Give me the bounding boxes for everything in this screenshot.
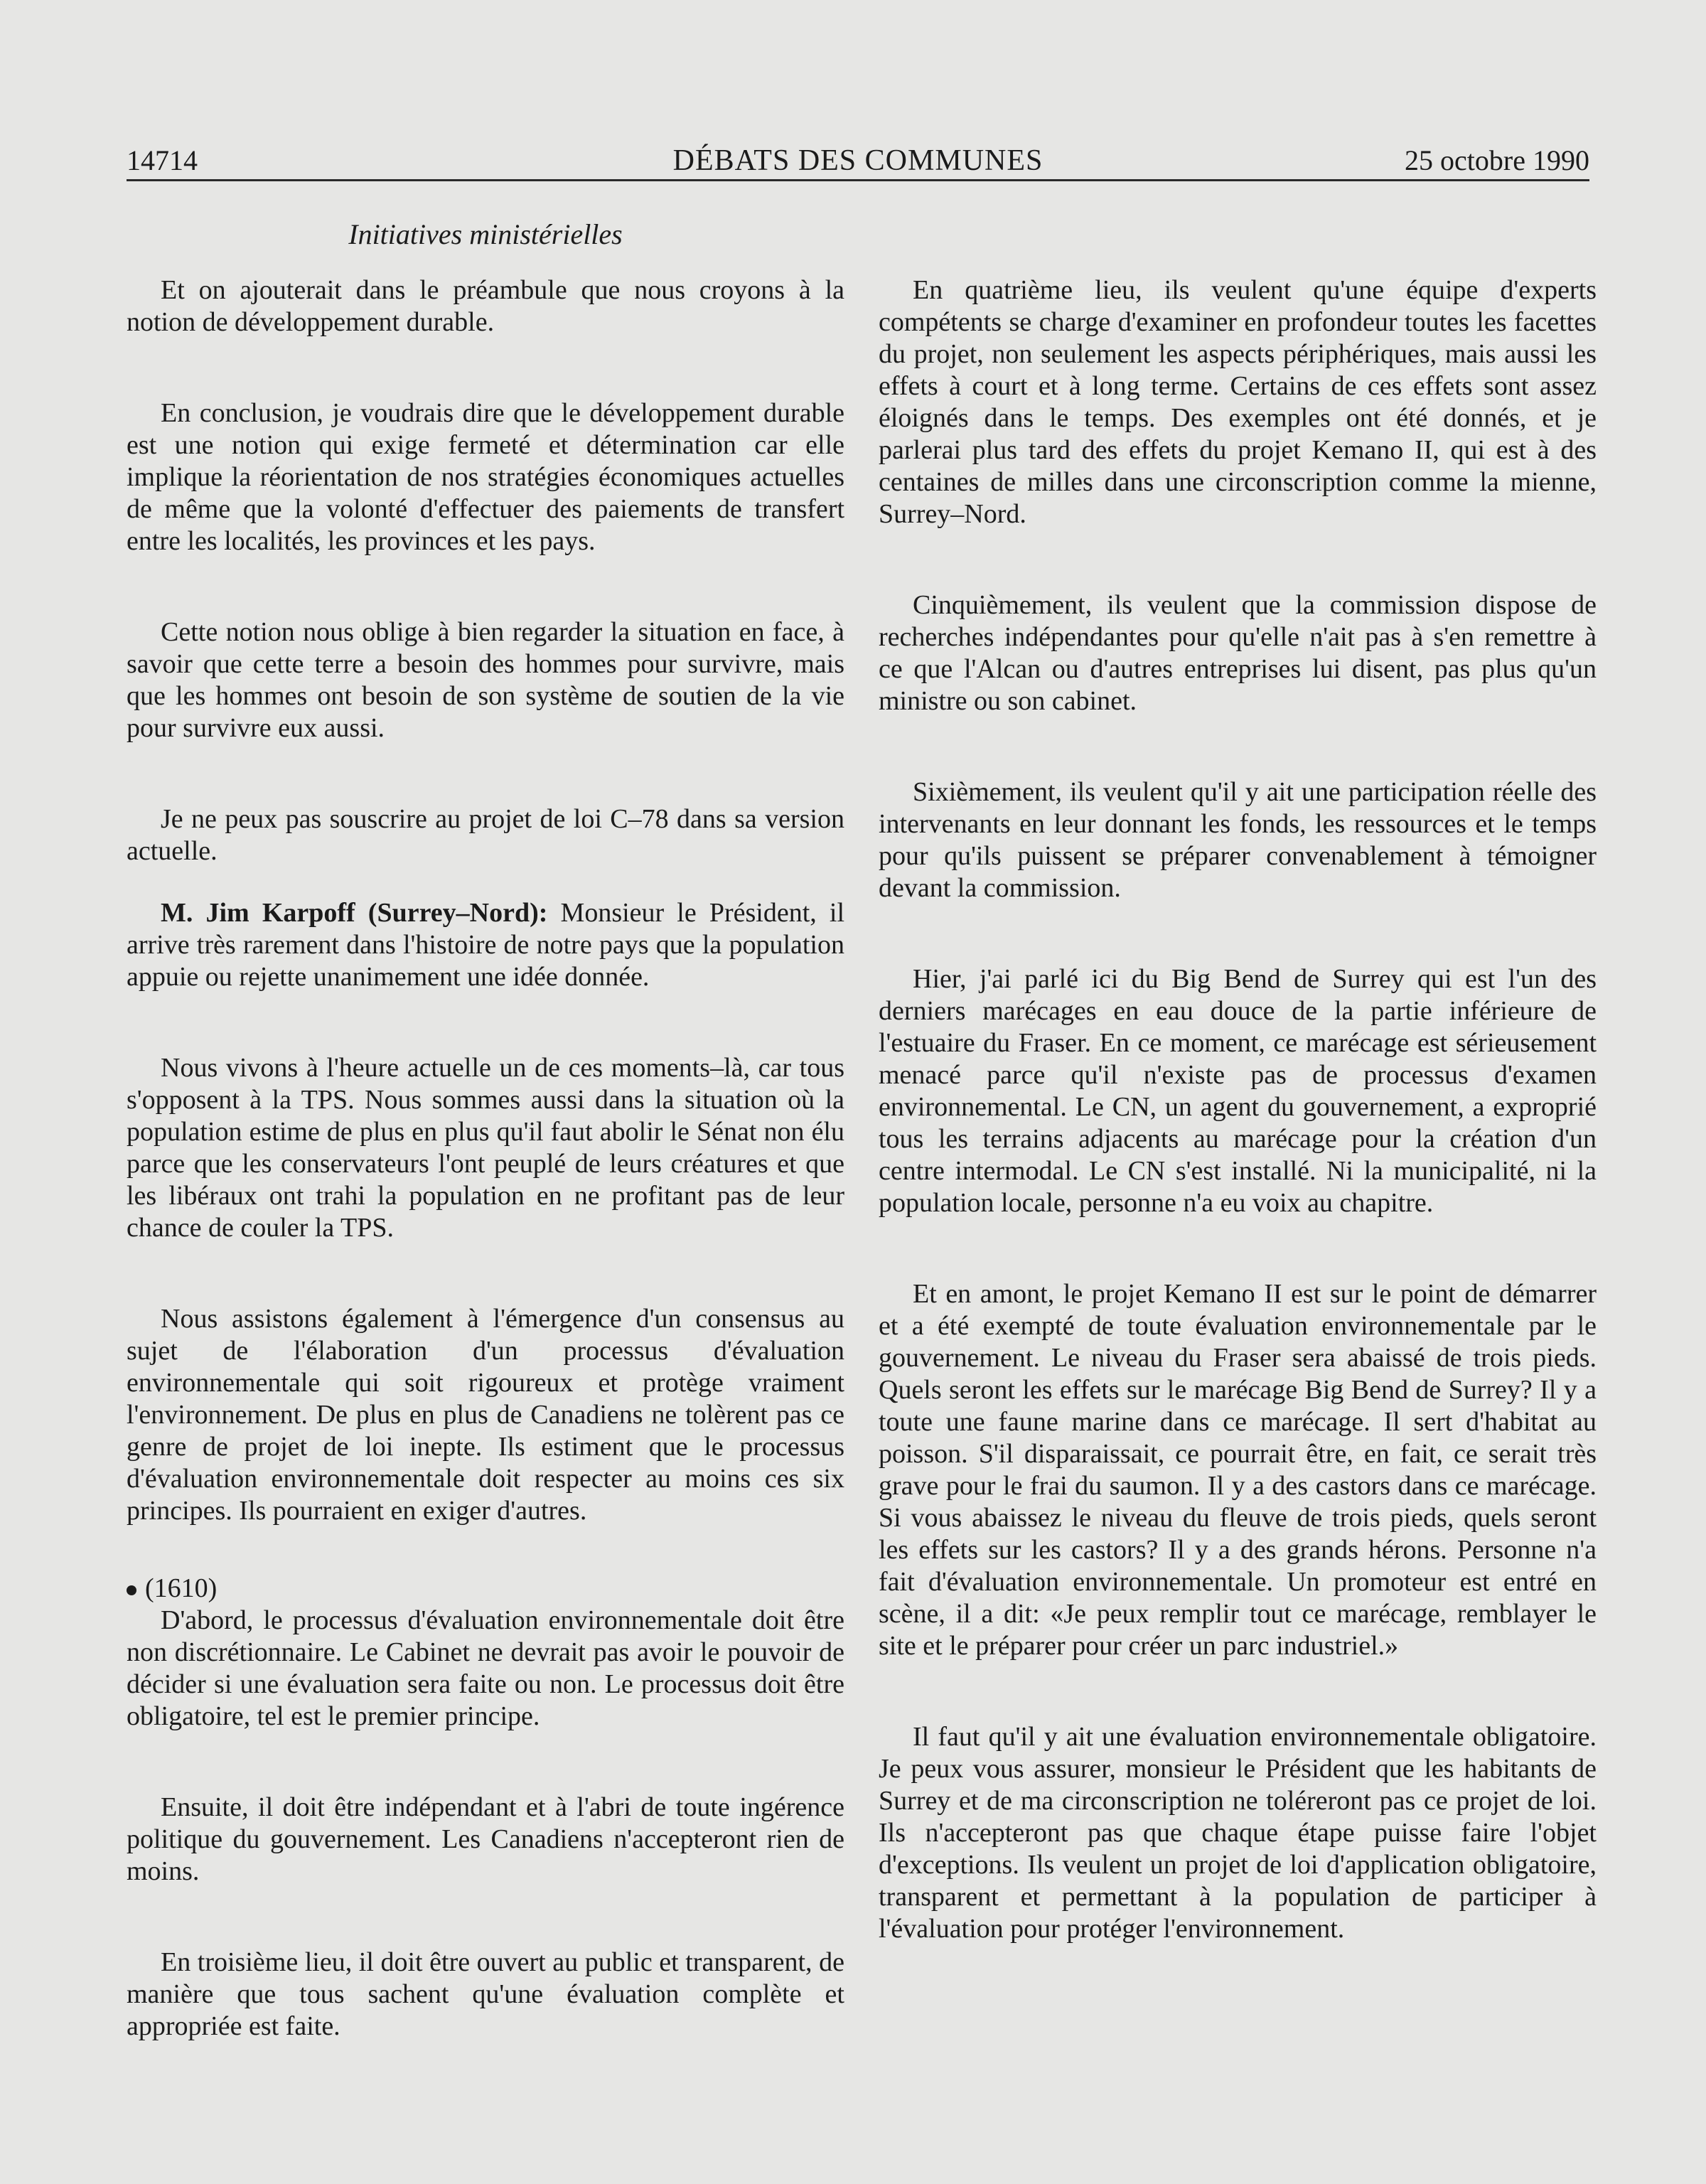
paragraph: Cinquièmement, ils veulent que la commission dispose de recherches indépendantes pour qu'elle n'ait pas à s'en remettre à ce que l'Alcan ou d'autres entreprises lui disent, pas plus qu'un ministre ou son cabinet. xyxy=(879,590,1597,716)
speaker-paragraph xyxy=(127,897,844,993)
section-heading: Initiatives ministérielles xyxy=(348,218,623,250)
page-header xyxy=(127,139,1589,182)
paragraph: En troisième lieu, il doit être ouvert au public et transparent, de manière que tous sachent qu'une évaluation complète et appropriée est faite. xyxy=(127,1947,844,2041)
paragraph: Cette notion nous oblige à bien regarder la situation en face, à savoir que cette terre a besoin des hommes pour survivre, mais que les hommes ont besoin de son système de soutien de la vie pour survivre eux aussi. xyxy=(127,617,844,743)
paragraph: Nous assistons également à l'émergence d'un consensus au sujet de l'élaboration d'un processus d'évaluation environnementale qui soit rigoureux et protège vraiment l'environnement. De plus en plus de Canadiens ne tolèrent pas ce genre de projet de loi inepte. Ils estiment que le processus d'évaluation environnementale doit respecter au moins ces six principes. Ils pourraient en exiger d'autres. xyxy=(127,1304,844,1526)
paragraph: Hier, j'ai parlé ici du Big Bend de Surrey qui est l'un des derniers marécages en eau douce de la partie inférieure de l'estuaire du Fraser. En ce moment, ce marécage est sérieusement menacé parce qu'il n'existe pas de processus d'examen environnemental. Le CN, un agent du gouvernement, a exproprié tous les terrains adjacents au marécage pour la création d'un centre intermodal. Le CN s'est installé. Ni la municipalité, ni la population locale, personne n'a eu voix au chapitre. xyxy=(879,964,1597,1218)
publication-date: 25 octobre 1990 xyxy=(1405,144,1589,176)
right-column xyxy=(879,274,1597,1945)
paragraph: Et en amont, le projet Kemano II est sur le point de démarrer et a été exempté de toute évaluation environnementale par le gouvernement. Le niveau du Fraser sera abaissé de trois pieds. Quels seront les effets sur le marécage Big Bend de Surrey? Il y a toute une faune marine dans ce marécage. Il sert d'habitat au poisson. S'il disparaissait, ce pourrait être, en fait, ce serait très grave pour le frai du saumon. Il y a des castors dans ce marécage. Si vous abaissez le niveau du fleuve de trois pieds, quels seront les effets sur les castors? Il y a des grands hérons. Personne n'a fait d'évaluation environnementale. Un promoteur est entré en scène, il a dit: «Je peux remplir tout ce marécage, remblayer le site et le préparer pour créer un parc industriel.» xyxy=(879,1279,1597,1661)
bullet-icon xyxy=(127,1585,136,1595)
speaker-text: Monsieur le Président, il arrive très rarement dans l'histoire de notre pays que la population appuie ou rejette unanimement une idée donnée. xyxy=(127,898,845,992)
page-number: 14714 xyxy=(127,144,198,176)
timestamp-text: (1610) xyxy=(145,1573,218,1603)
left-column xyxy=(127,274,844,2043)
paragraph: Ensuite, il doit être indépendant et à l'abri de toute ingérence politique du gouvernement. Les Canadiens n'accepteront rien de moins. xyxy=(127,1792,844,1886)
paragraph: Nous vivons à l'heure actuelle un de ces moments–là, car tous s'opposent à la TPS. Nous sommes aussi dans la situation où la population estime de plus en plus qu'il faut abolir le Sénat non élu parce que les conservateurs l'ont peuplé de leurs créatures et que les libéraux ont trahi la population en ne profitant pas de leur chance de couler la TPS. xyxy=(127,1053,844,1243)
publication-title: DÉBATS DES COMMUNES xyxy=(672,144,1044,177)
paragraph: En conclusion, je voudrais dire que le développement durable est une notion qui exige fermeté et détermination car elle implique la réorientation de nos stratégies économiques actuelles de même que la volonté d'effectuer des paiements de transfert entre les localités, les provinces et les pays. xyxy=(127,398,844,556)
header-rule xyxy=(127,179,1589,181)
paragraph: Et on ajouterait dans le préambule que nous croyons à la notion de développement durable. xyxy=(127,275,844,337)
paragraph: En quatrième lieu, ils veulent qu'une équipe d'experts compétents se charge d'examiner en profondeur toutes les facettes du projet, non seulement les aspects périphériques, mais aussi les effets à court et à long terme. Certains de ces effets sont assez éloignés dans le temps. Des exemples ont été donnés, et je parlerai plus tard des effets du projet Kemano II, qui est à des centaines de milles dans une circonscription comme la mienne, Surrey–Nord. xyxy=(879,275,1597,529)
speaker-name: M. Jim Karpoff (Surrey–Nord): xyxy=(161,898,548,928)
paragraph: Sixièmement, ils veulent qu'il y ait une participation réelle des intervenants en leur donnant les fonds, les ressources et le temps pour qu'ils puissent se préparer convenablement à témoigner devant la commission. xyxy=(879,777,1597,903)
timestamp xyxy=(127,1573,844,1605)
paragraph: Il faut qu'il y ait une évaluation environnementale obligatoire. Je peux vous assurer, monsieur le Président que les habitants de Surrey et de ma circonscription ne toléreront pas ce projet de loi. Ils n'accepteront pas que chaque étape puisse faire l'objet d'exceptions. Ils veulent un projet de loi d'application obligatoire, transparent et permettant à la population de participer à l'évaluation pour protéger l'environnement. xyxy=(879,1722,1597,1944)
paragraph: Je ne peux pas souscrire au projet de loi C–78 dans sa version actuelle. xyxy=(127,804,844,866)
paragraph: D'abord, le processus d'évaluation environnementale doit être non discrétionnaire. Le Cabinet ne devrait pas avoir le pouvoir de décider si une évaluation sera faite ou non. Le processus doit être obligatoire, tel est le premier principe. xyxy=(127,1605,844,1731)
